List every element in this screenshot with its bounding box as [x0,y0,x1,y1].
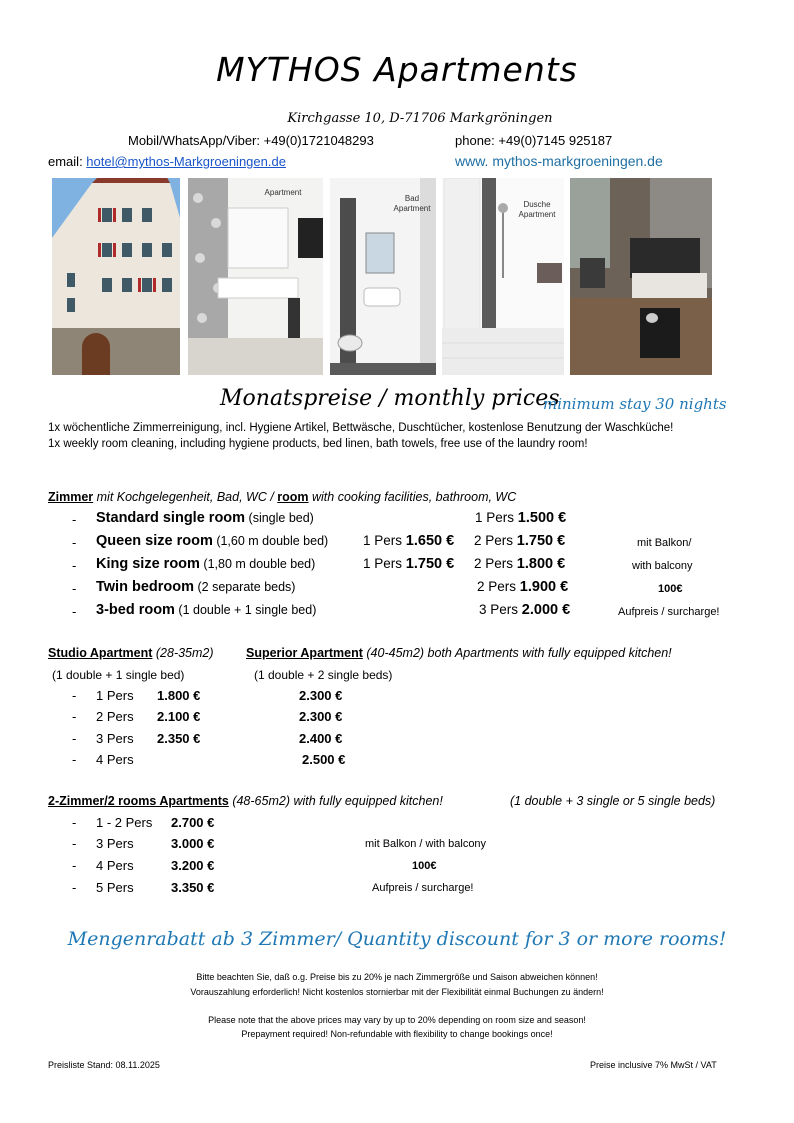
price-label: 1 Pers [475,510,518,525]
studio-section-title [48,646,214,660]
superior-price: 2.500 € [302,752,346,767]
bath-caption-2: Apartment [393,204,431,213]
studio-beds: (1 double + 1 single bed) [52,668,185,682]
bedroom-photo [570,178,712,375]
studio-price: 2.350 € [157,731,201,746]
persons: 2 Pers [96,709,134,724]
room-name: Twin bedroom [96,579,195,595]
email-label: email: [48,154,87,169]
note-en-1: Please note that the above prices may vary by up to 20% depending on room size and season! [208,1015,586,1025]
service-text-de: 1x wöchentliche Zimmerreinigung, incl. Hygiene Artikel, Bettwäsche, Duschtücher, kostenlose Benutzung der Waschküche! [48,422,674,434]
price-label: 2 Pers [477,579,520,594]
phone-number: phone: +49(0)7145 925187 [455,133,613,148]
price-value: 1.500 € [517,510,567,526]
list-dash: - [72,836,77,851]
list-dash: - [72,731,77,746]
superior-price: 2.300 € [299,709,343,724]
email-link[interactable]: hotel@mythos-Markgroeningen.de [86,154,286,169]
room-note: 100€ [658,583,683,595]
superior-beds: (1 double + 2 single beds) [254,668,393,682]
superior-section-title [246,646,672,660]
room-type [96,532,328,550]
room-note: mit Balkon/ [637,537,692,549]
two-room-note: Aufpreis / surcharge! [372,882,474,894]
two-room-price: 3.000 € [171,836,215,851]
room-name: King size room [96,556,200,572]
two-room-title: 2-Zimmer/2 rooms Apartments [48,794,229,808]
list-dash: - [72,535,77,550]
two-room-note: mit Balkon / with balcony [365,838,487,850]
room-type [96,578,295,596]
room-name: Standard single room [96,510,246,526]
service-text-en: 1x weekly room cleaning, including hygiene products, bed linen, bath towels, free use of the laundry room! [48,438,588,450]
quantity-discount: Mengenrabatt ab 3 Zimmer/ Quantity discount for 3 or more rooms! [67,928,727,950]
price-group [477,579,568,595]
price-value: 1.900 € [519,579,569,595]
two-room-price: 3.200 € [171,858,215,873]
persons: 3 Pers [96,731,134,746]
price-label: 3 Pers [479,602,522,617]
price-group [474,556,565,572]
price-list-date: Preisliste Stand: 08.11.2025 [48,1060,160,1070]
room-description: (1,60 m double bed) [212,534,329,548]
persons: 4 Pers [96,752,134,767]
room-desc: with cooking facilities, bathroom, WC [308,490,517,504]
room-description: (1 double + 1 single bed) [174,603,317,617]
list-dash: - [72,558,77,573]
price-group [474,533,565,549]
two-room-section-title [48,794,443,808]
shower-caption-2: Apartment [518,210,556,219]
price-group [479,602,570,618]
studio-title: Studio Apartment [48,646,153,660]
persons: 4 Pers [96,858,134,873]
room-note: with balcony [632,560,693,572]
price-label: 2 Pers [474,556,517,571]
list-dash: - [72,815,77,830]
two-room-price: 3.350 € [171,880,215,895]
room-description: (1,80 m double bed) [199,557,316,571]
list-dash: - [72,604,77,619]
price-label: 2 Pers [474,533,517,548]
zimmer-label: Zimmer [48,490,94,504]
apartment-caption: Apartment [264,188,302,197]
note-de-2: Vorauszahlung erforderlich! Nicht kostenlos stornierbar mit der Flexibilität einmal Buchungen zu ändern! [190,987,604,997]
list-dash: - [72,709,77,724]
studio-size: (28-35m2) [152,646,214,660]
list-dash: - [72,858,77,873]
room-note: Aufpreis / surcharge! [618,606,720,618]
price-value: 2.000 € [521,602,571,618]
room-type [96,601,316,619]
persons: 1 - 2 Pers [96,815,153,830]
two-room-note: 100€ [412,860,437,872]
superior-title: Superior Apartment [246,646,363,660]
two-room-beds: (1 double + 3 single or 5 single beds) [510,794,716,808]
price-group [475,510,566,526]
note-de-1: Bitte beachten Sie, daß o.g. Preise bis zu 20% je nach Zimmergröße und Saison abweichen können! [196,972,598,982]
shower-caption-1: Dusche [523,200,551,209]
price-label: 1 Pers [363,556,406,571]
list-dash: - [72,512,77,527]
superior-size: (40-45m2) both Apartments with fully equipped kitchen! [362,646,672,660]
list-dash: - [72,752,77,767]
apartment-photo [188,178,323,375]
list-dash: - [72,880,77,895]
zimmer-desc: mit Kochgelegenheit, Bad, WC / [93,490,278,504]
vat-note: Preise inclusive 7% MwSt / VAT [590,1060,717,1070]
address: Kirchgasse 10, D-71706 Markgröningen [287,111,553,126]
bathroom-photo [330,178,436,375]
two-room-price: 2.700 € [171,815,215,830]
price-value: 1.750 € [516,533,566,549]
room-label: room [277,490,309,504]
persons: 5 Pers [96,880,134,895]
persons: 1 Pers [96,688,134,703]
website-link[interactable]: www. mythos-markgroeningen.de [455,153,663,169]
price-one-person [363,556,454,572]
page-title: MYTHOS Apartments [216,50,578,89]
price-label: 1 Pers [363,533,406,548]
rooms-section-title [48,490,516,504]
shower-photo [442,178,564,375]
superior-price: 2.400 € [299,731,343,746]
list-dash: - [72,688,77,703]
prices-heading: Monatspreise / monthly prices [220,386,560,411]
building-photo [52,178,180,375]
email-line [48,154,286,169]
price-value: 1.650 € [405,533,455,549]
two-room-size: (48-65m2) with fully equipped kitchen! [228,794,443,808]
studio-price: 2.100 € [157,709,201,724]
bath-caption-1: Bad [404,194,420,203]
room-name: 3-bed room [96,602,175,618]
note-en-2: Prepayment required! Non-refundable with flexibility to change bookings once! [241,1029,553,1039]
price-one-person [363,533,454,549]
price-value: 1.750 € [405,556,455,572]
room-description: (single bed) [245,511,314,525]
room-type [96,555,315,573]
mobile-number: Mobil/WhatsApp/Viber: +49(0)1721048293 [128,133,374,148]
minimum-stay: minimum stay 30 nights [543,395,727,413]
room-description: (2 separate beds) [194,580,296,594]
superior-price: 2.300 € [299,688,343,703]
room-name: Queen size room [96,533,213,549]
price-value: 1.800 € [516,556,566,572]
studio-price: 1.800 € [157,688,201,703]
list-dash: - [72,581,77,596]
room-type [96,509,314,527]
persons: 3 Pers [96,836,134,851]
